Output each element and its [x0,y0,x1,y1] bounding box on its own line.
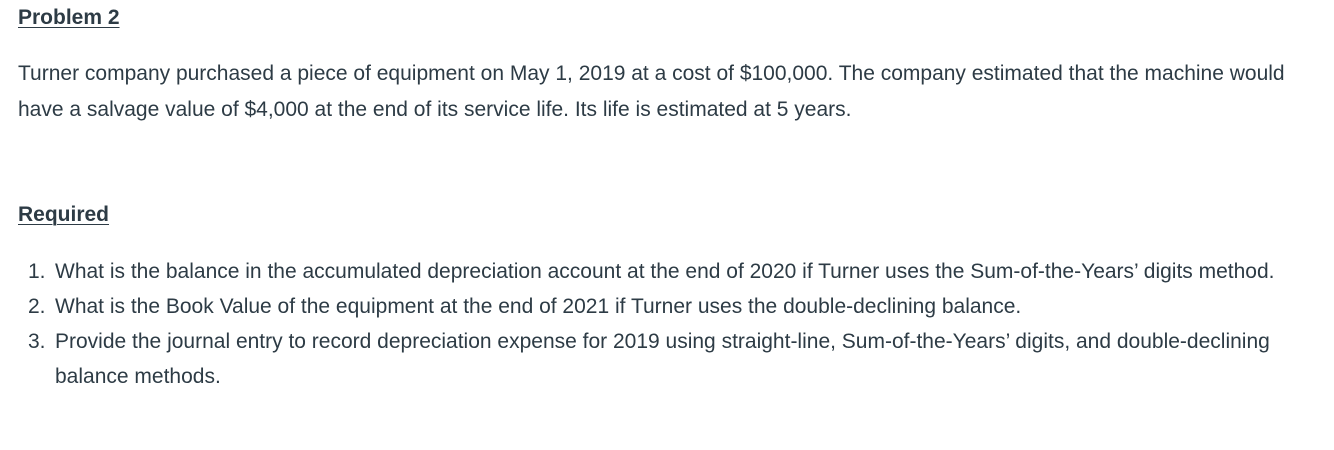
required-heading: Required [18,203,110,226]
list-item-text: What is the balance in the accumulated depreciation account at the end of 2020 if Turner uses the Sum-of-the-Years’ digits method. [55,260,1275,283]
list-item-number: 1. [28,260,46,283]
list-item-text: What is the Book Value of the equipment at the end of 2021 if Turner uses the double-declining balance. [55,295,1022,318]
list-item [18,324,1318,394]
list-item [18,289,1318,324]
list-item-number: 3. [28,330,46,353]
problem-title: Problem 2 [18,6,120,29]
problem-intro-paragraph: Turner company purchased a piece of equipment on May 1, 2019 at a cost of $100,000. The company estimated that the machine would have a salvage value of $4,000 at the end of its service life. Its life is estimated at 5 years. [18,62,1285,121]
list-item [18,254,1318,289]
required-list [18,254,1318,394]
list-item-number: 2. [28,295,46,318]
list-item-text: Provide the journal entry to record depreciation expense for 2019 using straight-line, Sum-of-the-Years’ digits, and double-declining balance methods. [55,330,1270,388]
